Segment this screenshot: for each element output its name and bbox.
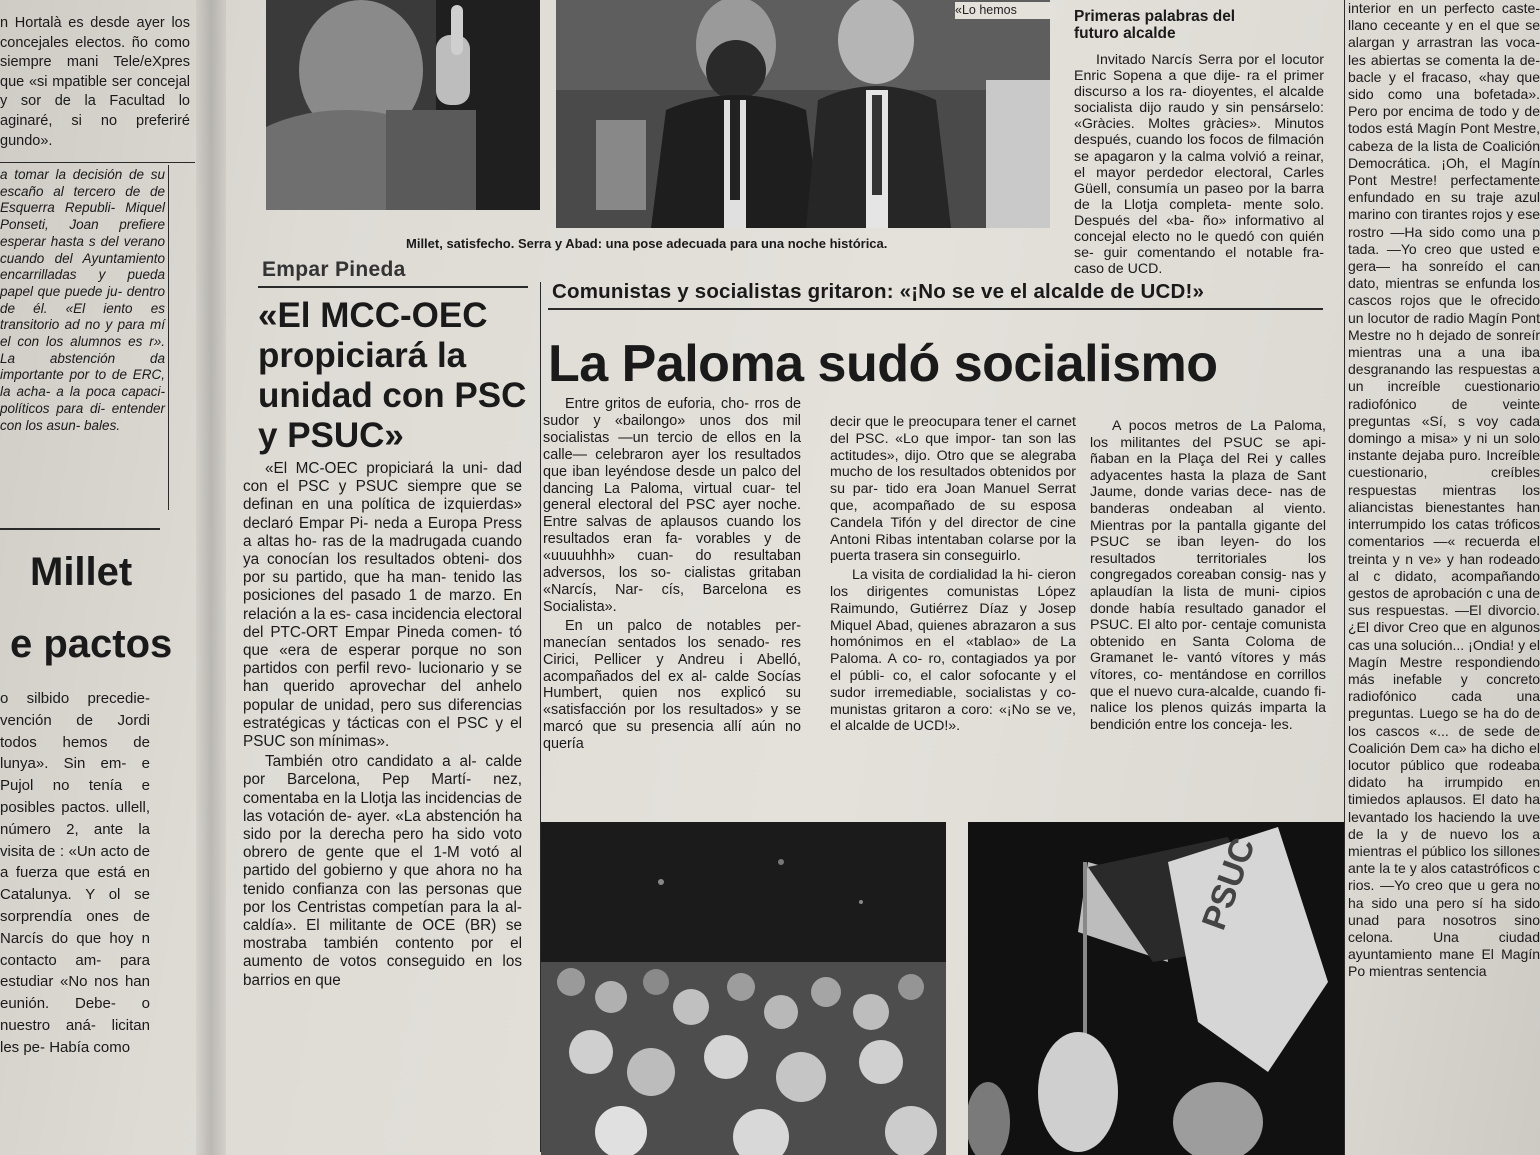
left-column-mid-text: a tomar la decisión de su escaño al tercero de de Esquerra Republi- Miquel Ponseti, Joan prefiere esperar hasta s del verano cuando del Ayuntamiento encarrilladas y pueda papel que puede ju- dentro de él. «El iento es transitorio ad no y para mí el con los alumnos es r». La abstención da importante por to de ERC, la acha- a la poca capaci- políticos para di- entender con los asun- bales. — [0, 167, 165, 433]
pineda-byline: Empar Pineda — [262, 258, 406, 281]
photo-caption: Millet, satisfecho. Serra y Abad: una pose adecuada para una noche histórica. — [406, 236, 888, 251]
pineda-headline: «El MCC-OEC propiciará la unidad con PSC y PSUC» — [258, 296, 527, 455]
left-vertical-rule — [168, 165, 169, 510]
paloma-col2-paragraph-2: La visita de cordialidad la hi- cieron los dirigentes comunistas López Raimundo, Gutiérrez Díaz y Josep Miquel Abad, quienes abrazaron a sus homónimos en el «tablao» de La Paloma. A co- ro, contagiados ya por el públi- co, el calor sofocante y el sudor irremediable, socialistas y co- munistas gritaron a coro: «¡No se ve, el alcalde de UCD!». — [830, 567, 1076, 735]
photo-crowd — [541, 822, 946, 1155]
paloma-col3-paragraph-1: A pocos metros de La Paloma, los militantes del PSUC se api- ñaban en la Plaça del Rei y calles adyacentes hasta la plaza de Sant Jaume, donde varias dece- nas de banderas ondeaban al viento. Mientras por la pantalla gigante del PSUC se iban leyen- do los resultados territoriales los congregados coreaban consig- nas y aplaudían la lista de muni- cipios donde había resultado ganador el PSUC. El alto por- centaje comunista obtenido en Santa Coloma de Gramanet le- vantó vítores y más vítores, co- mentándose en corrillos que el nuevo cura-alcalde, cuando fi- nalice los plenos quizás imparta la bendición entre los conceja- les. — [1090, 418, 1326, 733]
photo-serra-abad — [556, 0, 1050, 228]
svg-text:PSUC: PSUC — [1194, 832, 1263, 935]
paloma-col1-paragraph-1: Entre gritos de euforia, cho- rros de sudor y «bailongo» unos dos mil socialistas —un tercio de ellos en la calle— celebraron ayer los resultados que iban leyéndose desde un palco del dancing La Paloma, virtual cuar- tel general electoral del PSC ayer noche. Entre salvas de aplausos cuando los resultados eran fa- vorables y de «uuuuhhh» cuan- do resultaban adversos, los so- cialistas gritaban «Narcís, Nar- cís, Barcelona es Socialista». — [543, 396, 801, 615]
left-column-top-text: n Hortalà es desde ayer los concejales electos. ño como siempre mani Tele/eXpres que «si mpatible ser concejal y sor de la Facultad lo aginaré, si no preferiré gundo». — [0, 15, 190, 149]
paloma-col1-paragraph-2: En un palco de notables per- manecían sentados los senado- res Cirici, Pellicer y Andreu i Abelló, acompañados del ex al- calde Socías Humbert, quien nos explicó su «satisfacción por los resultados» y se marcó que su presencia allí aún no quería — [543, 617, 801, 753]
paloma-subhead: Comunistas y socialistas gritaron: «¡No se ve el alcalde de UCD!» — [552, 280, 1205, 303]
pineda-paragraph-2: También otro candidato a al- calde por Barcelona, Pep Martí- nez, comentaba en la Llotja las incidencias de las votación de- ayer. «La abstención ha sido por la derecha pero ha sido voto obrero de gente que el 1-M votó al partido del gobierno y que ahora no ha tenido confianza con las personas que por los Centristas competían para la al- caldía». El militante de OCE (BR) se mostraba también contento por el aumento de votos conseguido en los barrios en que — [243, 753, 522, 989]
paloma-headline: La Paloma sudó socialismo — [548, 335, 1218, 393]
paloma-col2-paragraph-1: decir que le preocupara tener el carnet del PSC. «Lo que impor- tan son las actitudes», dijo. Otro que se alegraba mucho de los resultados obtenidos por su par- tido era Joan Manuel Serrat que, acompañado de su esposa Candela Tifón y del director de cine Antoni Ribas intentaban colarse por la puerta trasera sin conseguirlo. — [830, 414, 1076, 565]
page-fold — [196, 0, 226, 1155]
right-column-text: interior en un perfecto caste- llano ceceante y en el que se alargan y arrastran las voca- les abiertas se comenta la de- bacle y el fracaso, «hay que sido como una bofetada». Pero por encima de todo y de todos está Magín Pont Mestre, cabeza de la lista de Coalición Democrática. ¡Oh, el Magín Pont Mestre! perfectamente enfundado en su traje azul marino con tirantes rojos y ese rostro —Ha sido como una p tada. —Yo creo que usted e gera— ha sonreído el can dato, mientras se enfunda los cascos rojos que le ofrecido un locutor de radio Magín Pont Mestre no h dejado de sonreír mientras una a una iba desgranando las respuestas a un increíble cuestionario radiofónico de veinte preguntas «Sí, s voy cada domingo a misa» y ni un solo instante dejaba puro. Increíble cuestionario, creíbles respuestas mientras los aliancistas bienestantes han interrumpido los catas tróficos comentarios —« recuerda el treinta y n ve» y han rodeado al c didato, acompañando gestos de aprobación c una de sus respuestas. —El divorcio. ¿El divor Creo que en algunos cas una solución... ¡Ondia! y el Magín Mestre respondiendo más inefable y concreto radiofónico cada una preguntas. Luego se ha do de los cascos «... de sede de Coalición Dem ca» ha dicho el locutor público que rodeaba didato ha irrumpido en timiedos aplausos. El dato ha levantado los haciendo la uve de la y de nuevo los a mientras el público los sillones ante la te y alos catastróficos c rios. —Yo creo que u gera no ha sido una pero sí ha sido unad para nosotros sino celona. Una ciudad ayuntamiento mane El Magín Po mientras sentencia — [1348, 0, 1540, 980]
right-column-divider — [1344, 0, 1345, 1155]
left-headline-1: Millet — [30, 550, 133, 594]
pineda-paragraph-1: «El MC-OEC propiciará la uni- dad con el PSC y PSUC siempre que se definan en una política de izquierdas» declaró Empar Pi- neda a Europa Press a altas ho- ras de la madrugada cuando ya conocían los resultados obteni- dos por su partido, que ha man- tenido las posiciones del pasado 1 de marzo. En relación a la es- casa incidencia electoral del PTC-ORT Empar Pineda comen- tó que «era de esperar porque no son partidos con perfil revo- lucionario y se han querido aprovechar del anhelo popular de unidad, pero sus diferencias estratégicas y tácticas con el PSC y el PSUC son mínimas». — [243, 460, 522, 751]
paloma-column-3 — [1090, 418, 1326, 733]
photo-millet — [266, 0, 540, 210]
paloma-column-1 — [543, 396, 801, 753]
left-headline-2: e pactos — [10, 622, 173, 666]
pineda-body — [243, 460, 522, 990]
serra-box-title: Primeras palabras del futuro alcalde — [1074, 8, 1236, 42]
left-rule-1 — [0, 162, 195, 163]
left-column-bottom-text: o silbido precedie- vención de Jordi todos hemos de lunya». Sin em- e Pujol no tenía e posibles pactos. ullell, número 2, ante la visita de : «Un acto de a fuerza que está en Catalunya. Y ol se sorprendía ones de Narcís do que hoy n contacto am- para estudiar «No nos han eunión. Debe- o nuestro aná- licitan les pe- Había como — [0, 690, 150, 1056]
photo-inset-quote: «Lo hemos — [955, 2, 1055, 19]
paloma-subhead-rule — [548, 308, 1323, 310]
paloma-column-2 — [830, 414, 1076, 735]
serra-box-text: Invitado Narcís Serra por el locutor Enric Sopena a que dije- ra el primer discurso a los ra- dioyentes, el alcalde socialista dijo raudo y sin pensárselo: «Gràcies. Moltes gràcies». Minutos después, cuando los focos de filmación se apagaron y la calma volvió a reinar, el mayor perdedor electoral, Carles Güell, consumía un paseo por la barra de la Llotja completa- mente solo. Después del «ba- ño» informativo al concejal electo no le quedó con quién se- guir comentando el notable fra- caso de UCD. — [1074, 52, 1324, 278]
pineda-byline-rule — [258, 286, 528, 288]
photo-psuc-flags — [968, 822, 1344, 1155]
left-rule-2 — [0, 528, 160, 530]
